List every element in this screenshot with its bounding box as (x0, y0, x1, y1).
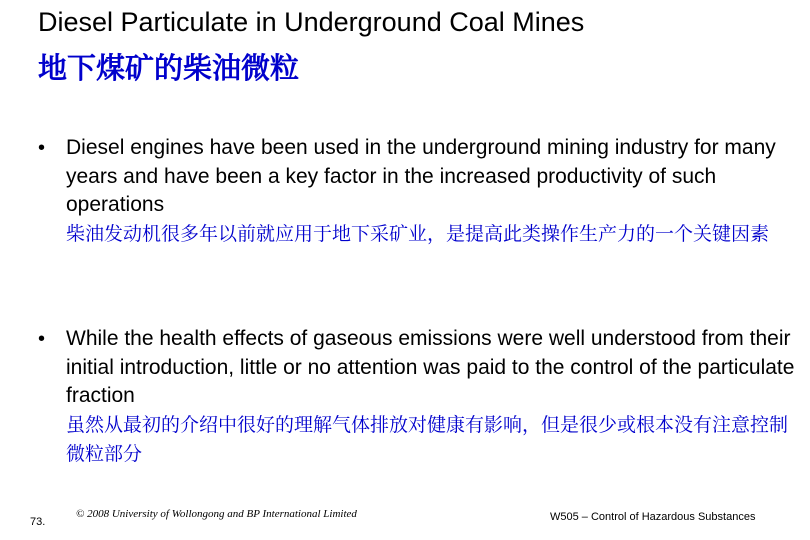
slide-title-chinese: 地下煤矿的柴油微粒 (38, 51, 300, 85)
course-title: W505 – Control of Hazardous Substances (550, 511, 756, 523)
bullet-item (38, 325, 798, 469)
bullet-marker: • (38, 328, 46, 350)
bullet-text-english: Diesel engines have been used in the underground mining industry for many years and have been a key factor in the increased productivity of such operations (66, 136, 776, 216)
bullet-marker: • (38, 137, 46, 159)
bullet-text-chinese: 虽然从最初的介绍中很好的理解气体排放对健康有影响，但是很少或根本没有注意控制微粒部分 (66, 413, 789, 465)
bullet-item (38, 134, 798, 249)
copyright-notice: © 2008 University of Wollongong and BP International Limited (76, 508, 357, 520)
bullet-text-english: While the health effects of gaseous emissions were well understood from their initial introduction, little or no attention was paid to the control of the particulate fraction (66, 327, 795, 407)
bullet-text-chinese: 柴油发动机很多年以前就应用于地下采矿业，是提高此类操作生产力的一个关键因素 (66, 222, 770, 245)
slide-title-english: Diesel Particulate in Underground Coal Mines (38, 7, 585, 37)
page-number: 73. (30, 516, 46, 528)
